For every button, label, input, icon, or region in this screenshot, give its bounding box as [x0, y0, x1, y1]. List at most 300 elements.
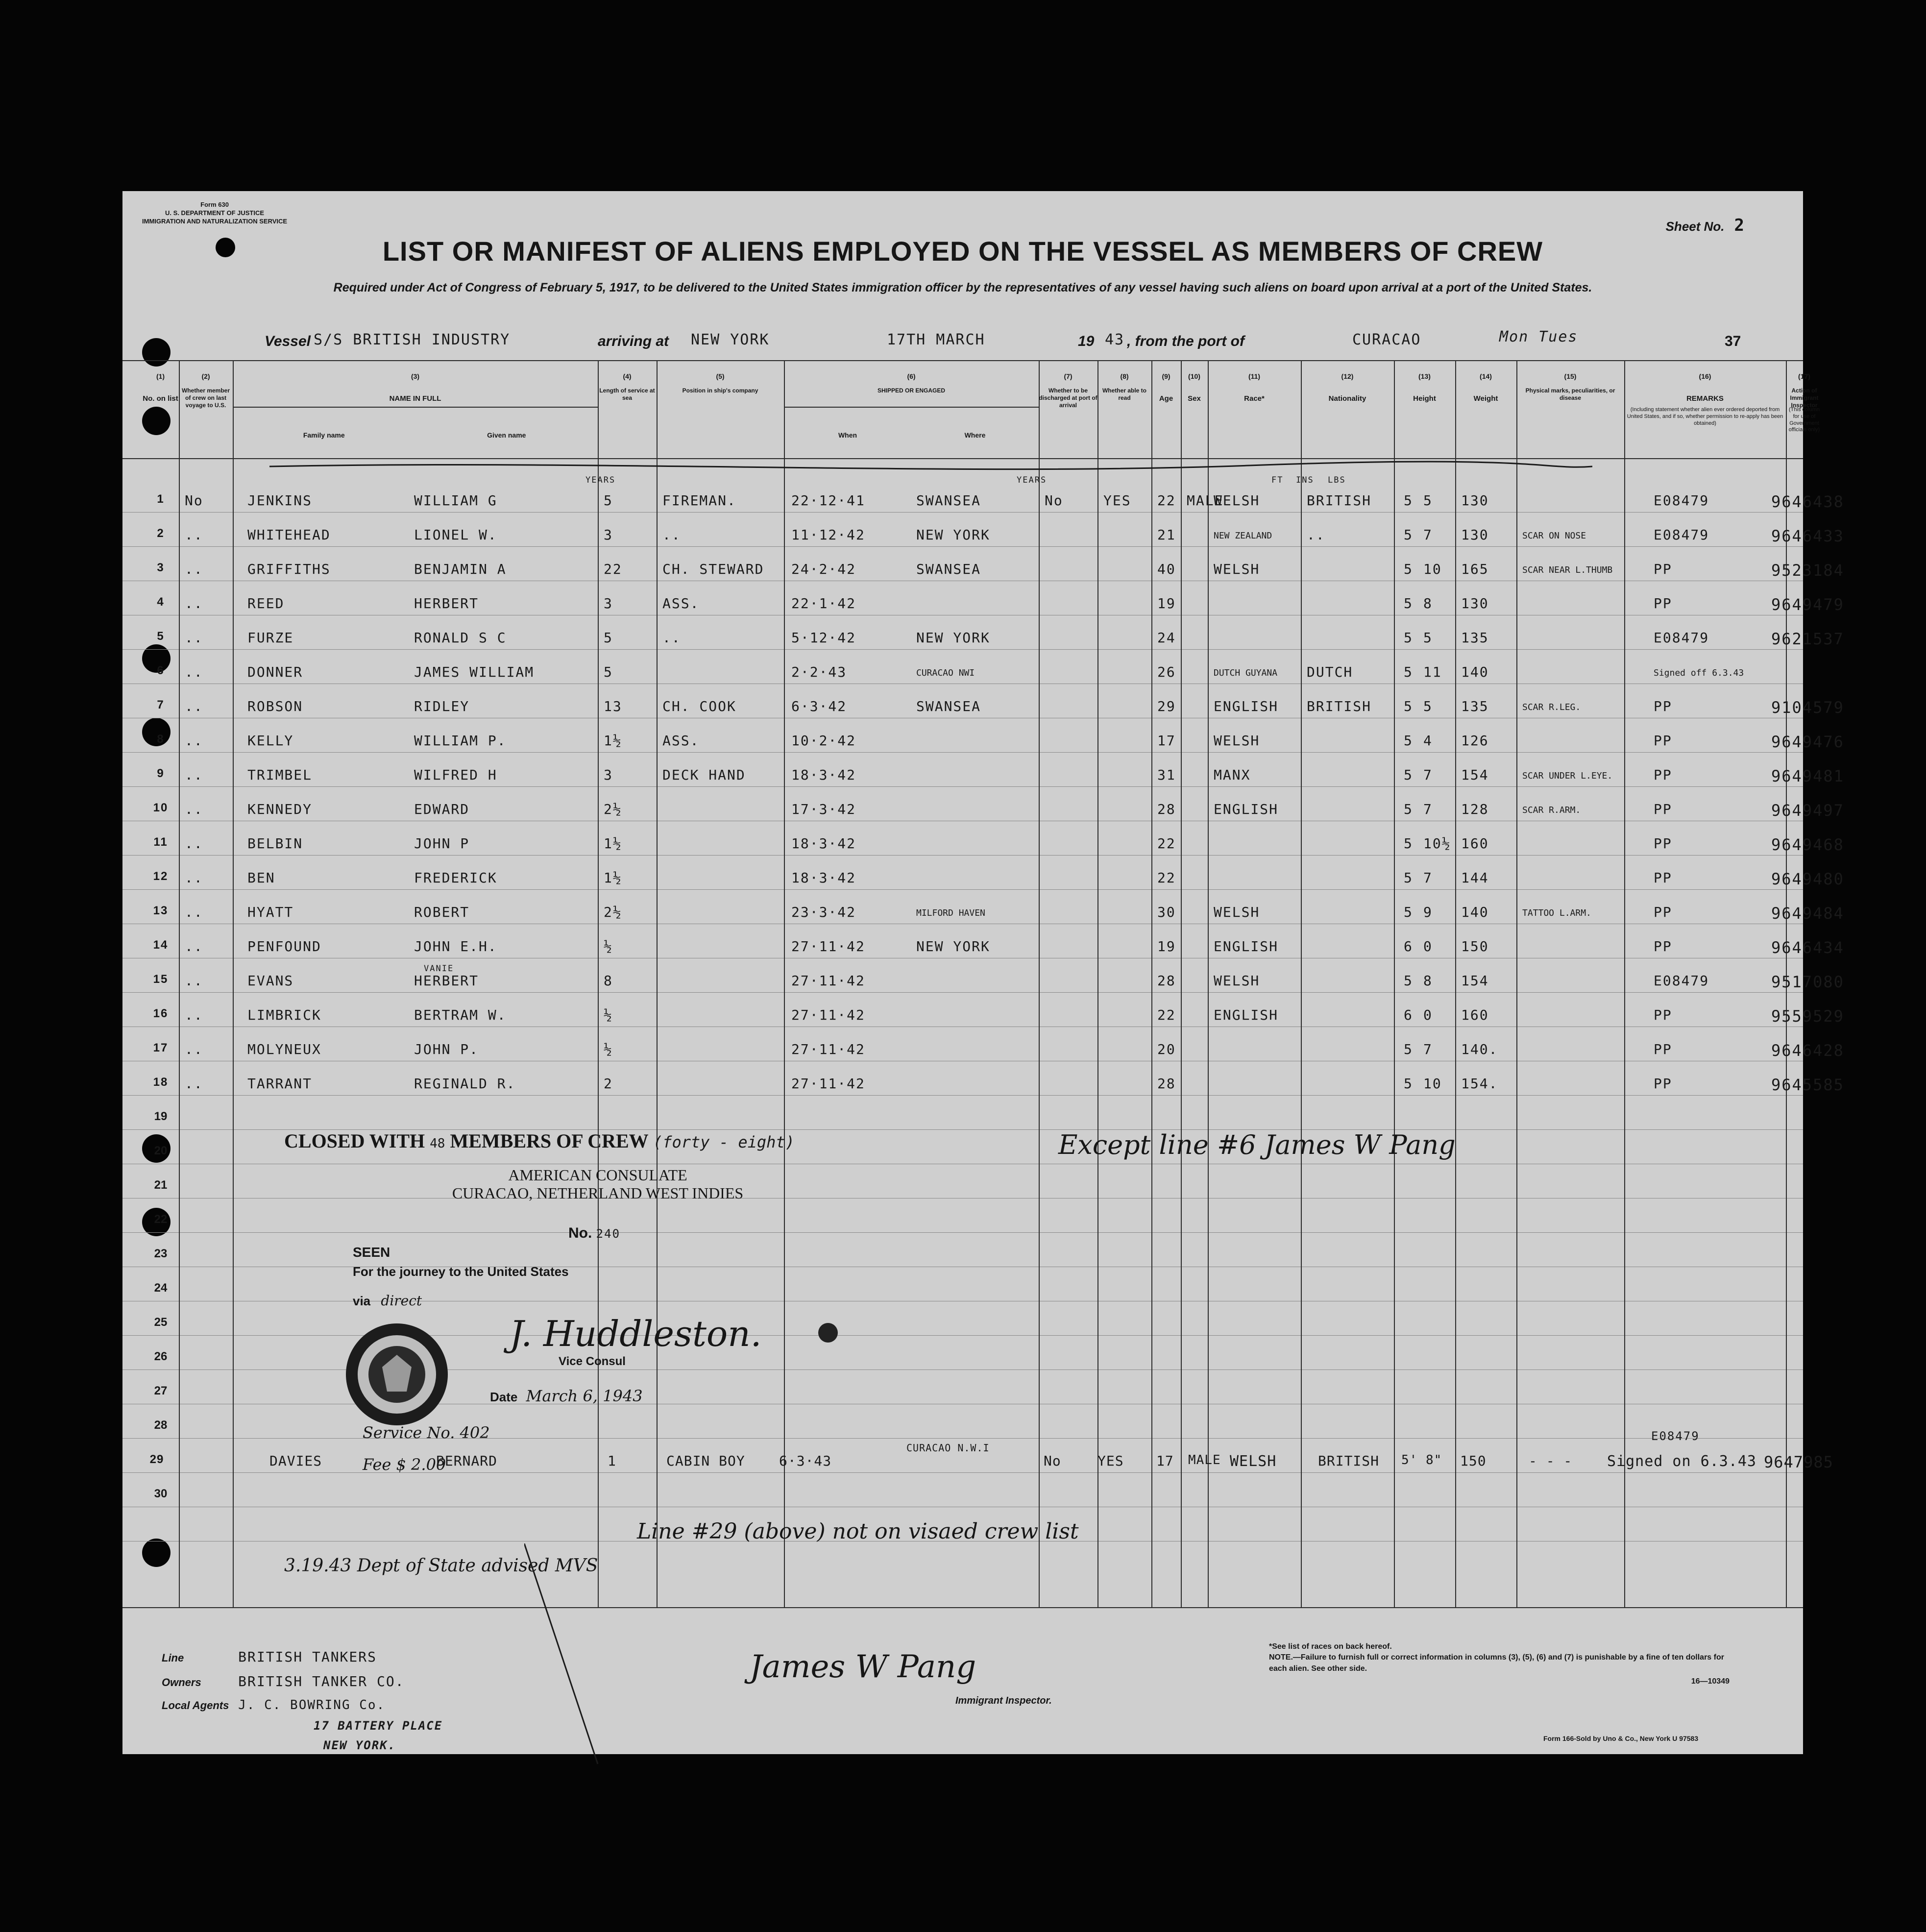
age-years-unit: YEARS — [1017, 475, 1047, 485]
height-in-cell: 7 — [1423, 870, 1433, 886]
row-number: 19 — [154, 1110, 168, 1123]
column-line — [1516, 360, 1517, 1607]
row-rule — [122, 1232, 1803, 1233]
via-line — [353, 1293, 422, 1309]
closed-suffix: MEMBERS OF CREW — [450, 1130, 648, 1152]
arriving-label: arriving at — [598, 333, 669, 349]
prev-crew-cell: .. — [185, 527, 203, 543]
age-cell: 19 — [1157, 595, 1176, 611]
prev-crew-cell: .. — [185, 595, 203, 611]
column-sublabel: Family name — [303, 431, 345, 439]
given-name-cell: WILLIAM G — [414, 492, 497, 509]
given-name-cell: JAMES WILLIAM — [414, 664, 535, 680]
weight-cell: 160 — [1461, 1007, 1489, 1023]
prev-crew-cell: .. — [185, 835, 203, 852]
action-cell: 9517080 — [1771, 973, 1844, 991]
row-rule — [122, 1095, 1803, 1096]
column-line — [179, 360, 180, 1607]
prev-crew-cell: .. — [185, 630, 203, 646]
column-sublabel: Given name — [487, 431, 526, 439]
column-number: (6) — [907, 372, 916, 380]
closed-with-stamp — [284, 1129, 795, 1152]
arrival-port: NEW YORK — [691, 331, 770, 348]
nationality-cell: BRITISH — [1318, 1453, 1380, 1469]
shipped-when-cell: 10·2·42 — [791, 733, 856, 749]
shipped-when-cell: 27·11·42 — [791, 1076, 865, 1092]
position-cell: ASS. — [662, 595, 700, 611]
race-cell: WELSH — [1214, 904, 1260, 920]
position-cell: DECK HAND — [662, 767, 746, 783]
remarks-cell: E08479 — [1654, 492, 1709, 509]
family-name-cell: BELBIN — [247, 835, 303, 852]
action-cell: 9559529 — [1771, 1007, 1844, 1026]
column-number: (15) — [1564, 372, 1577, 380]
column-label: Race* — [1244, 394, 1265, 403]
remarks-cell: PP — [1654, 1007, 1672, 1023]
weight-cell: 154. — [1461, 1076, 1498, 1092]
prev-crew-cell: .. — [185, 973, 203, 989]
age-cell: 21 — [1157, 527, 1176, 543]
age-cell: 22 — [1157, 835, 1176, 852]
position-cell: .. — [662, 630, 681, 646]
weight-cell: 160 — [1461, 835, 1489, 852]
age-cell: 24 — [1157, 630, 1176, 646]
num-cell: 5 — [157, 630, 165, 643]
race-cell: DUTCH GUYANA — [1214, 668, 1278, 678]
remarks-cell: PP — [1654, 835, 1672, 852]
action-cell: 9649497 — [1771, 801, 1844, 820]
column-number: (10) — [1188, 372, 1200, 380]
remarks-cell: PP — [1654, 561, 1672, 577]
position-cell: FIREMAN. — [662, 492, 736, 509]
family-name-cell: BEN — [247, 870, 275, 886]
column-number: (3) — [411, 372, 420, 380]
family-name-cell: WHITEHEAD — [247, 527, 331, 543]
column-line — [784, 360, 785, 1607]
column-line — [1151, 360, 1152, 1607]
inspector-label: Immigrant Inspector. — [955, 1695, 1052, 1706]
height-ft-cell: 5 — [1404, 801, 1413, 817]
action-cell: 9646428 — [1771, 1041, 1844, 1060]
shipped-when-cell: 11·12·42 — [791, 527, 865, 543]
prev-crew-cell: .. — [185, 767, 203, 783]
dept-note: 3.19.43 Dept of State advised MVS — [284, 1556, 598, 1576]
given-name-cell: RONALD S C — [414, 630, 507, 646]
num-cell: 16 — [153, 1007, 169, 1020]
sheet-label: Sheet No. — [1665, 219, 1725, 234]
prev-crew-cell: .. — [185, 904, 203, 920]
given-name-correction: VANIE — [424, 964, 454, 974]
agents-value: J. C. BOWRING Co. — [238, 1698, 386, 1712]
height-in-cell: 8 — [1423, 973, 1433, 989]
remarks-top-cell: E08479 — [1651, 1429, 1700, 1443]
action-cell: 9646433 — [1771, 527, 1844, 545]
column-sublabel: Where — [964, 431, 986, 439]
service-cell: 5 — [604, 630, 613, 646]
shipped-when-cell: 27·11·42 — [791, 938, 865, 954]
corner-number: 37 — [1725, 333, 1741, 349]
ft-unit: FT — [1271, 475, 1284, 485]
shipped-header-rule — [784, 407, 1039, 408]
column-label: SHIPPED OR ENGAGED — [877, 387, 946, 394]
action-cell: 9646434 — [1771, 938, 1844, 957]
action-cell: 9649479 — [1771, 595, 1844, 614]
shipped-where-cell: NEW YORK — [916, 630, 990, 646]
shipped-when-cell: 6·3·43 — [779, 1453, 832, 1469]
service-cell: 1½ — [604, 733, 622, 749]
num-cell: 14 — [153, 938, 169, 952]
height-ft-cell: 5 — [1404, 1076, 1413, 1092]
column-number: (2) — [201, 372, 210, 380]
race-cell: WELSH — [1214, 492, 1260, 509]
row-number: 21 — [154, 1178, 168, 1192]
consulate-location: CURACAO, NETHERLAND WEST INDIES — [452, 1184, 744, 1202]
height-ft-cell: 6 — [1404, 938, 1413, 954]
table-bottom-rule — [122, 1607, 1803, 1608]
marks-cell: SCAR R.ARM. — [1522, 805, 1581, 815]
age-cell: 40 — [1157, 561, 1176, 577]
family-name-cell: TRIMBEL — [247, 767, 313, 783]
race-cell: WELSH — [1214, 733, 1260, 749]
service-cell: 5 — [604, 664, 613, 680]
remarks-cell: Signed off 6.3.43 — [1654, 668, 1744, 678]
position-cell: .. — [662, 527, 681, 543]
column-line — [598, 360, 599, 1607]
service-cell: 2½ — [604, 904, 622, 920]
row-number: 26 — [154, 1350, 168, 1363]
family-name-cell: DAVIES — [269, 1453, 322, 1469]
num-cell: 12 — [153, 870, 169, 883]
position-cell: CABIN BOY — [666, 1453, 745, 1469]
marks-cell: SCAR UNDER L.EYE. — [1522, 771, 1613, 781]
date-label: Date — [490, 1390, 518, 1404]
num-cell: 6 — [157, 664, 165, 677]
height-ft-cell: 5 — [1404, 630, 1413, 646]
row-rule — [122, 512, 1803, 513]
column-label: Height — [1413, 394, 1436, 403]
fee: Fee $ 2.00 — [363, 1455, 446, 1474]
num-cell: 17 — [153, 1041, 169, 1054]
prev-crew-cell: .. — [185, 1041, 203, 1057]
weight-cell: 150 — [1460, 1453, 1487, 1469]
consul-signature: J. Huddleston. — [510, 1313, 762, 1354]
age-cell: 31 — [1157, 767, 1176, 783]
shipped-where-cell: NEW YORK — [916, 938, 990, 954]
closed-count: 48 — [430, 1136, 445, 1151]
row-number: 28 — [154, 1418, 168, 1432]
column-label: Age — [1159, 394, 1173, 403]
column-line — [1181, 360, 1182, 1607]
name-header-rule — [233, 407, 598, 408]
num-cell: 10 — [153, 801, 169, 814]
closed-words: (forty - eight) — [653, 1133, 795, 1151]
page-subtitle: Required under Act of Congress of February 5, 1917, to be delivered to the United States immigration officer by the representatives of any vessel having such aliens on board upon arrival at a port of the United States. — [333, 281, 1592, 294]
sheet-value: 2 — [1734, 216, 1744, 235]
service-cell: 1 — [608, 1453, 616, 1469]
column-sublabel: When — [838, 431, 857, 439]
row-rule — [122, 786, 1803, 787]
page-title: LIST OR MANIFEST OF ALIENS EMPLOYED ON THE VESSEL AS MEMBERS OF CREW — [382, 236, 1543, 267]
column-label: No. on list — [143, 394, 178, 403]
race-cell: WELSH — [1214, 973, 1260, 989]
remarks-cell: PP — [1654, 904, 1672, 920]
consulate-number — [568, 1225, 620, 1242]
nationality-cell: BRITISH — [1307, 492, 1372, 509]
remarks-cell: E08479 — [1654, 630, 1709, 646]
column-number: (14) — [1480, 372, 1492, 380]
prev-crew-cell: .. — [185, 801, 203, 817]
column-label: Whether member of crew on last voyage to U.S. — [181, 387, 230, 409]
family-name-cell: ROBSON — [247, 698, 303, 714]
row-number: 22 — [154, 1213, 168, 1226]
table-top-rule — [122, 360, 1803, 361]
shipped-when-cell: 23·3·42 — [791, 904, 856, 920]
footer-owners — [162, 1673, 405, 1689]
vessel-label: Vessel — [265, 333, 311, 349]
height-in-cell: 8 — [1423, 595, 1433, 611]
arrival-year: 43 — [1105, 331, 1125, 348]
remarks-cell: PP — [1654, 698, 1672, 714]
prev-crew-cell: .. — [185, 870, 203, 886]
height-in-cell: 0 — [1423, 1007, 1433, 1023]
height-in-cell: 7 — [1423, 527, 1433, 543]
column-line — [1624, 360, 1625, 1607]
weight-cell: 130 — [1461, 527, 1489, 543]
weight-cell: 135 — [1461, 630, 1489, 646]
action-cell: 9647985 — [1764, 1453, 1833, 1471]
read-cell: YES — [1103, 492, 1131, 509]
service-cell: 3 — [604, 527, 613, 543]
height-ft-cell: 5 — [1404, 527, 1413, 543]
journey-label: For the journey to the United States — [353, 1264, 569, 1279]
row-6-strikethrough — [269, 456, 1592, 485]
height-in-cell: 4 — [1423, 733, 1433, 749]
column-number: (17) — [1798, 372, 1810, 380]
prev-crew-cell: .. — [185, 938, 203, 954]
shipped-when-cell: 22·1·42 — [791, 595, 856, 611]
height-cell: 5' 8" — [1401, 1453, 1442, 1467]
footer-line — [162, 1649, 377, 1665]
race-cell: WELSH — [1214, 561, 1260, 577]
consulate-name: AMERICAN CONSULATE — [508, 1166, 687, 1184]
given-name-cell: RIDLEY — [414, 698, 470, 714]
row-rule — [122, 649, 1803, 650]
shipped-when-cell: 2·2·43 — [791, 664, 847, 680]
column-line — [1208, 360, 1209, 1607]
row-rule — [122, 546, 1803, 547]
weight-cell: 150 — [1461, 938, 1489, 954]
family-name-cell: REED — [247, 595, 285, 611]
action-cell: 9649476 — [1771, 733, 1844, 751]
height-ft-cell: 5 — [1404, 698, 1413, 714]
action-cell: 9645585 — [1771, 1076, 1844, 1094]
action-cell: 9104579 — [1771, 698, 1844, 717]
inspector-signature: James W Pang — [750, 1649, 976, 1685]
prev-crew-cell: .. — [185, 561, 203, 577]
age-cell: 28 — [1157, 1076, 1176, 1092]
service-cell: ½ — [604, 1007, 613, 1023]
shipped-where-cell: NEW YORK — [916, 527, 990, 543]
weight-cell: 140. — [1461, 1041, 1498, 1057]
family-name-cell: JENKINS — [247, 492, 313, 509]
age-cell: 26 — [1157, 664, 1176, 680]
footer-agents — [162, 1698, 385, 1712]
remarks-cell: Signed on 6.3.43 — [1607, 1453, 1756, 1470]
num-cell: 15 — [153, 973, 169, 986]
shipped-when-cell: 17·3·42 — [791, 801, 856, 817]
nationality-cell: DUTCH — [1307, 664, 1353, 680]
marks-cell: TATTOO L.ARM. — [1522, 908, 1591, 918]
race-cell: ENGLISH — [1214, 801, 1279, 817]
height-in-cell: 10 — [1423, 561, 1442, 577]
punch-hole — [142, 338, 171, 367]
age-cell: 17 — [1156, 1453, 1174, 1469]
closed-prefix: CLOSED WITH — [284, 1130, 425, 1152]
height-ft-cell: 6 — [1404, 1007, 1413, 1023]
row-number: 27 — [154, 1384, 168, 1397]
via-value: direct — [381, 1293, 422, 1309]
row-number: 29 — [149, 1453, 164, 1466]
number-value: 240 — [596, 1227, 621, 1241]
service-cell: 2 — [604, 1076, 613, 1092]
service: IMMIGRATION AND NATURALIZATION SERVICE — [142, 217, 288, 225]
position-cell: ASS. — [662, 733, 700, 749]
race-cell: MANX — [1214, 767, 1251, 783]
prev-crew-cell: .. — [185, 698, 203, 714]
weight-cell: 165 — [1461, 561, 1489, 577]
marks-cell: SCAR ON NOSE — [1522, 531, 1586, 541]
race-cell: ENGLISH — [1214, 698, 1279, 714]
num-cell: 2 — [157, 527, 165, 540]
action-cell: 9649468 — [1771, 835, 1844, 854]
row-number: 24 — [154, 1281, 168, 1295]
column-number: (1) — [156, 372, 165, 380]
service-cell: 8 — [604, 973, 613, 989]
given-name-cell: WILLIAM P. — [414, 733, 507, 749]
age-cell: 28 — [1157, 801, 1176, 817]
race-cell: ENGLISH — [1214, 938, 1279, 954]
height-ft-cell: 5 — [1404, 870, 1413, 886]
age-cell: 19 — [1157, 938, 1176, 954]
row-number: 30 — [154, 1487, 168, 1500]
marks-cell: SCAR NEAR L.THUMB — [1522, 565, 1613, 575]
family-name-cell: MOLYNEUX — [247, 1041, 321, 1057]
ink-blot — [818, 1323, 838, 1343]
read-cell: YES — [1097, 1453, 1124, 1469]
weight-cell: 135 — [1461, 698, 1489, 714]
service-number: Service No. 402 — [363, 1423, 490, 1442]
shipped-where-cell: CURACAO N.W.I — [906, 1442, 990, 1454]
position-cell: CH. STEWARD — [662, 561, 764, 577]
column-line — [1301, 360, 1302, 1607]
agents-address-1: 17 BATTERY PLACE — [314, 1719, 443, 1733]
sex-cell: MALE — [1187, 492, 1224, 509]
remarks-cell: PP — [1654, 1076, 1672, 1092]
height-in-cell: 9 — [1423, 904, 1433, 920]
column-label: Whether to be discharged at port of arrival — [1039, 387, 1097, 409]
penalty-note: NOTE.—Failure to furnish full or correct information in columns (3), (5), (6) and (7) is punishable by a fine of ten dollars for each alien. See other side. — [1269, 1653, 1724, 1673]
race-cell: NEW ZEALAND — [1214, 531, 1272, 541]
family-name-cell: GRIFFITHS — [247, 561, 331, 577]
column-number: (8) — [1120, 372, 1129, 380]
owners-value: BRITISH TANKER CO. — [238, 1673, 405, 1689]
remarks-cell: E08479 — [1654, 973, 1709, 989]
row-rule — [122, 752, 1803, 753]
column-label: Action of Immigrant Inspector — [1790, 387, 1819, 409]
column-number: (4) — [623, 372, 632, 380]
service-cell: 3 — [604, 595, 613, 611]
height-ft-cell: 5 — [1404, 664, 1413, 680]
given-name-cell: WILFRED H — [414, 767, 497, 783]
num-cell: 9 — [157, 767, 165, 780]
consul-title: Vice Consul — [559, 1355, 626, 1368]
arrival-date: 17TH MARCH — [887, 331, 985, 348]
manifest-sheet — [122, 191, 1844, 1754]
family-name-cell: HYATT — [247, 904, 294, 920]
vessel-note: Mon Tues — [1499, 328, 1578, 345]
ins-unit: INS — [1296, 475, 1314, 485]
line-label: Line — [162, 1652, 184, 1664]
race-cell: WELSH — [1230, 1453, 1277, 1470]
form-number: Form 630 — [200, 201, 229, 208]
column-label: Sex — [1188, 394, 1201, 403]
extra-row-note: Line #29 (above) not on visaed crew list — [637, 1519, 1079, 1544]
prev-crew-cell: .. — [185, 733, 203, 749]
weight-cell: 130 — [1461, 492, 1489, 509]
shipped-when-cell: 18·3·42 — [791, 835, 856, 852]
service-cell: 13 — [604, 698, 622, 714]
height-ft-cell: 5 — [1404, 1041, 1413, 1057]
age-cell: 20 — [1157, 1041, 1176, 1057]
from-label: , from the port of — [1127, 333, 1244, 349]
prev-crew-cell: .. — [185, 1007, 203, 1023]
age-cell: 30 — [1157, 904, 1176, 920]
position-cell: CH. COOK — [662, 698, 736, 714]
given-name-cell: BERNARD — [436, 1453, 498, 1469]
consulate-stamp — [426, 1166, 769, 1202]
height-in-cell: 11 — [1423, 664, 1442, 680]
shipped-when-cell: 18·3·42 — [791, 767, 856, 783]
weight-cell: 154 — [1461, 767, 1489, 783]
shipped-when-cell: 18·3·42 — [791, 870, 856, 886]
nationality-cell: BRITISH — [1307, 698, 1372, 714]
height-in-cell: 0 — [1423, 938, 1433, 954]
line-value: BRITISH TANKERS — [238, 1649, 377, 1665]
races-note: *See list of races on back hereof. — [1269, 1642, 1392, 1651]
column-label: Position in ship's company — [682, 387, 758, 394]
height-in-cell: 7 — [1423, 767, 1433, 783]
department: U. S. DEPARTMENT OF JUSTICE — [165, 209, 265, 217]
height-in-cell: 10 — [1423, 1076, 1442, 1092]
years-unit: YEARS — [585, 475, 616, 485]
owners-label: Owners — [162, 1676, 201, 1688]
service-cell: 22 — [604, 561, 622, 577]
printer-note: Form 166-Sold by Uno & Co., New York U 97583 — [1543, 1735, 1699, 1742]
remarks-cell: E08479 — [1654, 527, 1709, 543]
shipped-when-cell: 27·11·42 — [791, 1007, 865, 1023]
weight-cell: 140 — [1461, 904, 1489, 920]
action-cell: 9523184 — [1771, 561, 1844, 580]
prev-crew-cell: .. — [185, 1076, 203, 1092]
weight-cell: 130 — [1461, 595, 1489, 611]
service-cell: ½ — [604, 1041, 613, 1057]
column-label: REMARKS — [1686, 394, 1724, 403]
lbs-unit: LBS — [1328, 475, 1346, 485]
via-label: via — [353, 1294, 371, 1308]
family-name-cell: FURZE — [247, 630, 294, 646]
row-number: 25 — [154, 1316, 168, 1329]
given-name-cell: BENJAMIN A — [414, 561, 507, 577]
